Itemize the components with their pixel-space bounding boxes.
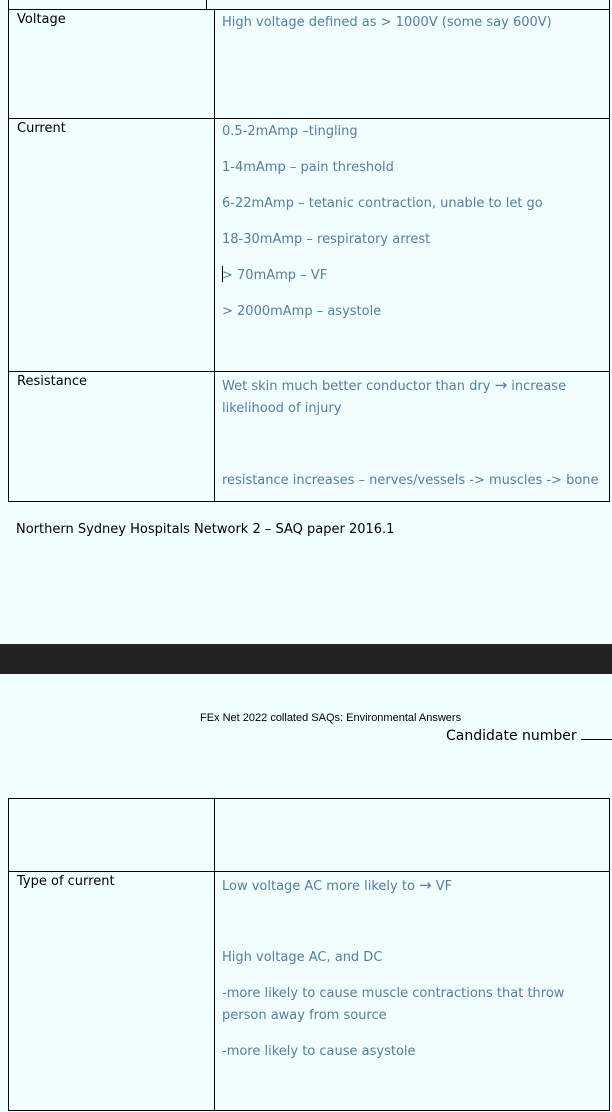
- right-arrow-icon: →: [419, 876, 432, 894]
- answer-line: 18-30mAmp – respiratory arrest: [222, 232, 431, 247]
- answer-line: 6-22mAmp – tetanic contraction, unable to let go: [222, 196, 543, 211]
- answer-line: [222, 265, 599, 287]
- answer-line: > 2000mAmp – asystole: [222, 304, 382, 319]
- document-page-2: [0, 674, 612, 1112]
- answer-text: Wet skin much better conductor than dry: [222, 379, 491, 394]
- row-label-resistance: Resistance: [9, 372, 215, 502]
- candidate-number-label: Candidate number: [446, 728, 577, 744]
- column-divider: [206, 0, 207, 9]
- page-separator: [0, 644, 612, 674]
- table-continuation-edge: [8, 0, 610, 9]
- answer-line: 1-4mAmp – pain threshold: [222, 160, 394, 175]
- row-answer-empty: [215, 799, 610, 872]
- answer-text: VF: [435, 879, 453, 894]
- row-label-voltage: Voltage: [9, 10, 215, 119]
- table-row: [9, 372, 610, 502]
- answer-line: 0.5-2mAmp –tingling: [222, 124, 358, 139]
- table-row: [9, 119, 610, 372]
- row-answer-resistance: [215, 372, 610, 502]
- page-footer: Northern Sydney Hospitals Network 2 – SAQ paper 2016.1: [16, 522, 395, 537]
- table-row: [9, 10, 610, 119]
- answer-table-2: [8, 798, 610, 1111]
- answer-text: > 70mAmp – VF: [222, 268, 328, 283]
- row-answer-voltage: [215, 10, 610, 119]
- answer-line: [222, 374, 599, 420]
- answer-line: High voltage defined as > 1000V (some say 600V): [222, 15, 552, 30]
- answer-line: resistance increases – nerves/vessels -> muscles -> bone: [222, 473, 599, 488]
- answer-table-1: [8, 9, 610, 502]
- answer-line: -more likely to cause asystole: [222, 1044, 416, 1059]
- row-answer-current: [215, 119, 610, 372]
- candidate-number-field: [446, 725, 612, 744]
- answer-line: [222, 874, 599, 898]
- row-answer-type-of-current: [215, 872, 610, 1111]
- row-label-empty: [9, 799, 215, 872]
- answer-text: Low voltage AC more likely to: [222, 879, 415, 894]
- answer-text: increase likelihood of injury: [222, 379, 567, 416]
- page-header: FEx Net 2022 collated SAQs: Environmental Answers: [200, 712, 462, 724]
- answer-line: -more likely to cause muscle contractions that throw person away from source: [222, 986, 565, 1023]
- answer-line: High voltage AC, and DC: [222, 950, 383, 965]
- row-label-current: Current: [9, 119, 215, 372]
- right-arrow-icon: →: [494, 376, 508, 394]
- candidate-number-blank: [581, 725, 612, 740]
- row-label-type-of-current: Type of current: [9, 872, 215, 1111]
- table-row: [9, 872, 610, 1111]
- table-row: [9, 799, 610, 872]
